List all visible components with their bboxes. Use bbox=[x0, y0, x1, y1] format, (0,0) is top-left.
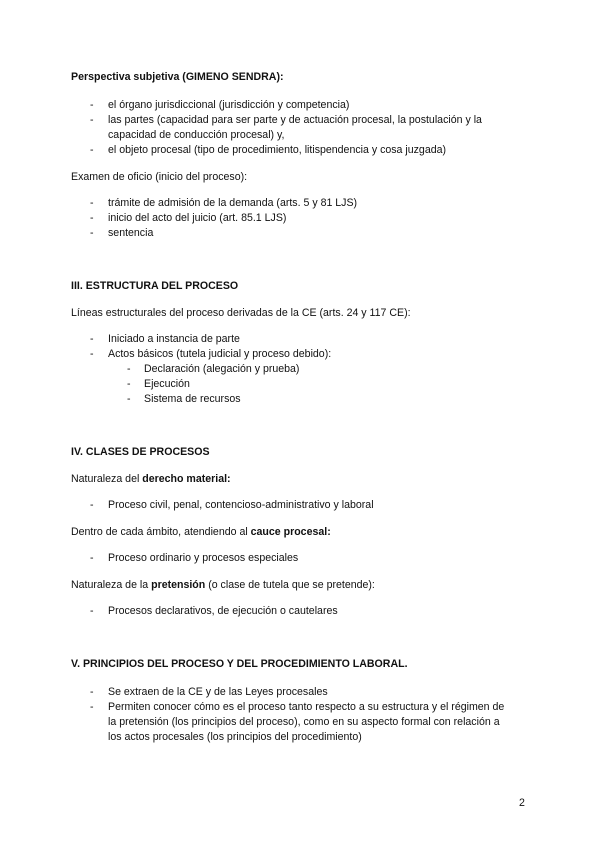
list-item-text: Proceso ordinario y procesos especiales bbox=[108, 552, 299, 564]
page-number: 2 bbox=[519, 797, 525, 809]
list-item-text: el órgano jurisdiccional (jurisdicción y competencia) bbox=[108, 99, 350, 111]
sub-list-item-text: Declaración (alegación y prueba) bbox=[144, 363, 300, 375]
bullet-dash: - bbox=[127, 363, 131, 375]
section-iii-heading: III. ESTRUCTURA DEL PROCESO bbox=[71, 280, 239, 292]
list-item-continuation: los actos procesales (los principios del procedimiento) bbox=[108, 731, 362, 743]
paragraph-bold-text: derecho material: bbox=[142, 473, 231, 485]
bullet-dash: - bbox=[90, 227, 94, 239]
bullet-dash: - bbox=[90, 348, 94, 360]
list-item-text: el objeto procesal (tipo de procedimiento, litispendencia y cosa juzgada) bbox=[108, 144, 447, 156]
section-v-heading: V. PRINCIPIOS DEL PROCESO Y DEL PROCEDIMIENTO LABORAL. bbox=[71, 658, 408, 670]
list-item-text: Iniciado a instancia de parte bbox=[108, 333, 240, 345]
section-iv-paragraph-2 bbox=[71, 525, 331, 540]
list-item-text: las partes (capacidad para ser parte y de actuación procesal, la postulación y la bbox=[108, 114, 482, 126]
section-iii-intro: Líneas estructurales del proceso derivadas de la CE (arts. 24 y 117 CE): bbox=[71, 307, 411, 319]
list-item-text: Actos básicos (tutela judicial y proceso debido): bbox=[108, 348, 332, 360]
bullet-dash: - bbox=[127, 378, 131, 390]
section-iv-paragraph-1 bbox=[71, 472, 231, 487]
bullet-dash: - bbox=[90, 197, 94, 209]
list-item-text: Procesos declarativos, de ejecución o cautelares bbox=[108, 605, 338, 617]
exam-intro: Examen de oficio (inicio del proceso): bbox=[71, 171, 248, 183]
paragraph-bold-text: pretensión bbox=[151, 579, 206, 591]
paragraph-text: Naturaleza del bbox=[71, 473, 143, 485]
list-item-text: inicio del acto del juicio (art. 85.1 LJS) bbox=[108, 212, 287, 224]
list-item-text: sentencia bbox=[108, 227, 154, 239]
section-iv-paragraph-3 bbox=[71, 578, 375, 593]
list-item-text: Proceso civil, penal, contencioso-administrativo y laboral bbox=[108, 499, 374, 511]
sub-list-item-text: Sistema de recursos bbox=[144, 393, 241, 405]
paragraph-text: Dentro de cada ámbito, atendiendo al bbox=[71, 526, 251, 538]
bullet-dash: - bbox=[90, 212, 94, 224]
list-item-text: trámite de admisión de la demanda (arts. 5 y 81 LJS) bbox=[108, 197, 358, 209]
bullet-dash: - bbox=[127, 393, 131, 405]
bullet-dash: - bbox=[90, 552, 94, 564]
bullet-dash: - bbox=[90, 99, 94, 111]
list-item-text: Se extraen de la CE y de las Leyes procesales bbox=[108, 686, 328, 698]
section-iv-heading: IV. CLASES DE PROCESOS bbox=[71, 446, 210, 458]
list-item-text: Permiten conocer cómo es el proceso tanto respecto a su estructura y el régimen de bbox=[108, 701, 505, 713]
bullet-dash: - bbox=[90, 701, 94, 713]
bullet-dash: - bbox=[90, 114, 94, 126]
list-item-continuation: capacidad de conducción procesal) y, bbox=[108, 129, 285, 141]
bullet-dash: - bbox=[90, 144, 94, 156]
bullet-dash: - bbox=[90, 333, 94, 345]
paragraph-text: Naturaleza de la bbox=[71, 579, 152, 591]
bullet-dash: - bbox=[90, 686, 94, 698]
list-item-continuation: la pretensión (los principios del proceso), como en su aspecto formal con relación a bbox=[108, 716, 500, 728]
paragraph-bold-text: cauce procesal: bbox=[250, 526, 331, 538]
paragraph-text: (o clase de tutela que se pretende): bbox=[205, 579, 375, 591]
bullet-dash: - bbox=[90, 605, 94, 617]
subjective-heading: Perspectiva subjetiva (GIMENO SENDRA): bbox=[71, 71, 284, 83]
sub-list-item-text: Ejecución bbox=[144, 378, 190, 390]
bullet-dash: - bbox=[90, 499, 94, 511]
